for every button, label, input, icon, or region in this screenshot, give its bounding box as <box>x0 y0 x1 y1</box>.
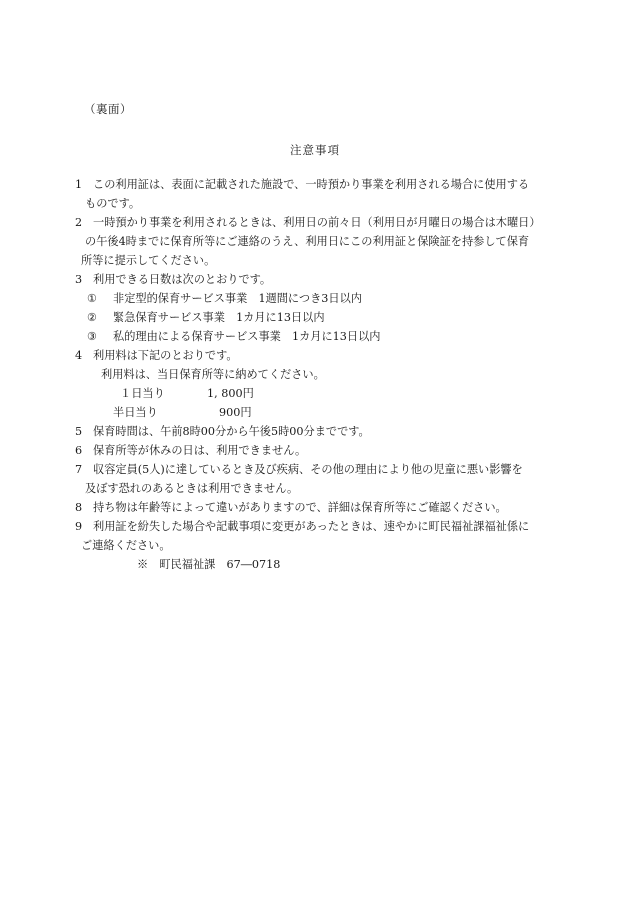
item-number: 4 <box>75 349 83 362</box>
fee-label: 半日当り <box>113 406 158 419</box>
sub-item <box>75 289 560 308</box>
sub-item-text: 私的理由による保育サービス事業 1カ月に13日以内 <box>113 330 381 343</box>
item-number: 1 <box>75 178 83 191</box>
fee-row <box>75 384 560 403</box>
item-text: この利用証は、表面に記載された施設で、一時預かり事業を利用される場合に使用する <box>93 178 530 191</box>
item-text: 利用証を紛失した場合や記載事項に変更があったときは、速やかに町民福祉課福祉係に <box>93 520 530 533</box>
sub-item-mark: ③ <box>87 330 98 343</box>
item-text: 及ぼす恐れのあるときは利用できません。 <box>85 482 299 495</box>
item-text: 利用できる日数は次のとおりです。 <box>93 273 272 286</box>
list-item <box>75 441 560 460</box>
item-text: 持ち物は年齢等によって違いがありますので、詳細は保育所等にご確認ください。 <box>93 501 507 514</box>
fee-label: １日当り <box>120 387 165 400</box>
notes-list <box>75 175 560 574</box>
item-text: 収容定員(5人)に達しているとき及び疾病、その他の理由により他の児童に悪い影響を <box>93 463 523 476</box>
list-item <box>75 498 560 517</box>
page-title: 注意事項 <box>290 143 340 157</box>
sub-item <box>75 327 560 346</box>
item-number: 9 <box>75 520 83 533</box>
list-item <box>75 213 560 232</box>
item-text: 保育所等が休みの日は、利用できません。 <box>93 444 307 457</box>
list-item-continuation <box>75 479 560 498</box>
list-item <box>75 346 560 365</box>
item-number: 7 <box>75 463 83 476</box>
item-text: 利用料は下記のとおりです。 <box>93 349 238 362</box>
list-item-continuation <box>75 536 560 555</box>
list-item <box>75 517 560 536</box>
fee-value: 900円 <box>219 406 252 419</box>
sub-item <box>75 308 560 327</box>
sub-item-mark: ② <box>87 311 98 324</box>
list-item-continuation <box>75 232 560 251</box>
item-number: 2 <box>75 216 83 229</box>
item-text: ご連絡ください。 <box>81 539 171 552</box>
fee-value: 1, 800円 <box>207 387 254 400</box>
fee-intro-text: 利用料は、当日保育所等に納めてください。 <box>101 368 325 381</box>
sub-item-text: 非定型的保育サービス事業 1週間につき3日以内 <box>113 292 362 305</box>
list-item <box>75 422 560 441</box>
sub-item-text: 緊急保育サービス事業 1カ月に13日以内 <box>113 311 325 324</box>
item-number: 6 <box>75 444 83 457</box>
fee-row <box>75 403 560 422</box>
item-text: 保育時間は、午前8時00分から午後5時00分までです。 <box>93 425 370 438</box>
list-item <box>75 175 560 194</box>
item-number: 8 <box>75 501 83 514</box>
item-text: 一時預かり事業を利用されるときは、利用日の前々日（利用日が月曜日の場合は木曜日） <box>93 216 541 229</box>
fee-intro <box>75 365 560 384</box>
item-text: の午後4時までに保育所等にご連絡のうえ、利用日にこの利用証と保険証を持参して保育 <box>85 235 530 248</box>
item-number: 3 <box>75 273 83 286</box>
item-text: ものです。 <box>85 197 141 210</box>
item-number: 5 <box>75 425 83 438</box>
list-item-continuation <box>75 251 560 270</box>
list-item <box>75 460 560 479</box>
side-label: （裏面） <box>84 102 132 116</box>
list-item <box>75 270 560 289</box>
contact-line <box>75 555 560 574</box>
sub-item-mark: ① <box>87 292 98 305</box>
item-text: 所等に提示してください。 <box>81 254 216 267</box>
list-item-continuation <box>75 194 560 213</box>
contact-text: ※ 町民福祉課 67―0718 <box>137 558 281 571</box>
